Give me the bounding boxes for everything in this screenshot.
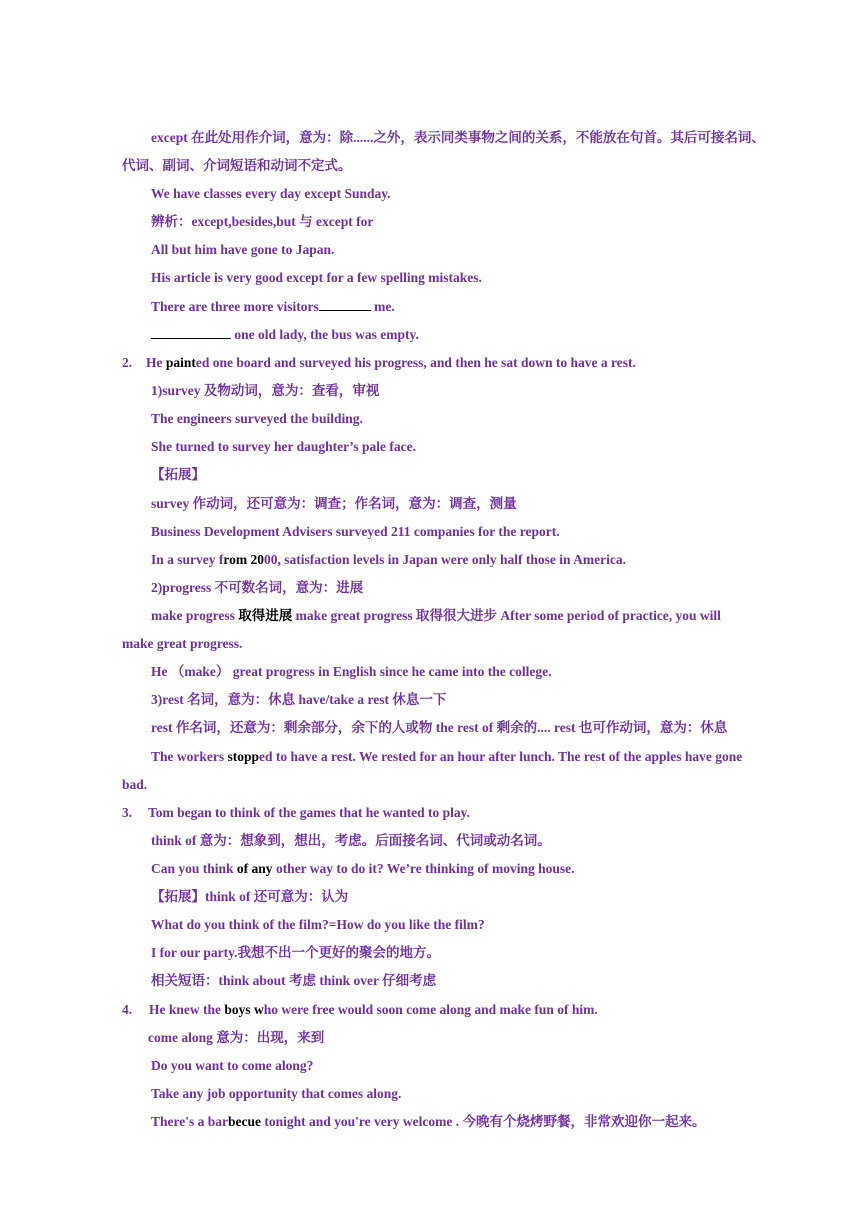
example-sentence: Take any job opportunity that comes along. [151, 1086, 402, 1101]
key-sentence: Tom began to think of the games that he wanted to play. [148, 805, 471, 820]
example-sentence: The engineers surveyed the building. [151, 411, 363, 426]
text-line: make progress 取得进展 make great progress 取得很大进步 After some period of practice, you will [151, 608, 721, 623]
text-line: 【拓展】think of 还可意为：认为 [151, 889, 349, 904]
key-sentence: He painted one board and surveyed his progress, and then he sat down to have a rest. [146, 355, 636, 370]
example-sentence: His article is very good except for a few spelling mistakes. [151, 270, 482, 285]
example-sentence: She turned to survey her daughter’s pale face. [151, 439, 416, 454]
item-number: 2. [122, 355, 133, 370]
fill-in-blank [151, 326, 231, 339]
text-line: bad. [122, 777, 148, 792]
exercise-sentence: There are three more visitors me. [151, 299, 395, 314]
text-line: except 在此处用作介词，意为：除......之外，表示同类事物之间的关系，不能放在句首。其后可接名词、 [151, 130, 765, 145]
exercise-sentence: one old lady, the bus was empty. [151, 325, 419, 345]
text-line: rest 作名词，还意为：剩余部分，余下的人或物 the rest of 剩余的.... rest 也可作动词，意为：休息 [151, 720, 728, 735]
item-number: 3. [122, 805, 133, 820]
example-sentence: In a survey from 2000, satisfaction levels in Japan were only half those in America. [151, 552, 627, 567]
example-sentence: Do you want to come along? [151, 1058, 314, 1073]
text-line: 代词、副词、介词短语和动词不定式。 [122, 158, 352, 173]
text-line: 3)rest 名词，意为：休息 have/take a rest 休息一下 [151, 692, 447, 707]
item-number: 4. [122, 1002, 133, 1017]
text-line: survey 作动词，还可意为：调查；作名词，意为：调查，测量 [151, 496, 517, 511]
text-line: 1)survey 及物动词，意为：查看，审视 [151, 383, 380, 398]
example-sentence: We have classes every day except Sunday. [151, 186, 391, 201]
fill-in-blank [319, 298, 371, 311]
example-sentence: All but him have gone to Japan. [151, 242, 335, 257]
section-heading: 【拓展】 [151, 467, 205, 482]
example-sentence: Can you think of any other way to do it? We’re thinking of moving house. [151, 861, 575, 876]
key-sentence: He knew the boys who were free would soon come along and make fun of him. [149, 1002, 598, 1017]
example-sentence: Business Development Advisers surveyed 211 companies for the report. [151, 524, 560, 539]
text-line: 相关短语：think about 考虑 think over 仔细考虑 [151, 973, 437, 988]
exercise-sentence: He （make） great progress in English since he came into the college. [151, 664, 552, 679]
example-sentence: What do you think of the film?=How do you like the film? [151, 917, 485, 932]
example-sentence: The workers stopped to have a rest. We rested for an hour after lunch. The rest of the apples have gone [151, 749, 743, 764]
example-sentence: There's a barbecue tonight and you're very welcome . 今晚有个烧烤野餐，非常欢迎你一起来。 [151, 1114, 706, 1129]
text-line: make great progress. [122, 636, 243, 651]
text-line: think of 意为：想象到，想出，考虑。后面接名词、代词或动名词。 [151, 833, 551, 848]
text-line: 辨析：except,besides,but 与 except for [151, 214, 374, 229]
text-line: come along 意为：出现，来到 [148, 1030, 325, 1045]
exercise-sentence: I for our party.我想不出一个更好的聚会的地方。 [151, 945, 441, 960]
text-line: 2)progress 不可数名词，意为：进展 [151, 580, 364, 595]
